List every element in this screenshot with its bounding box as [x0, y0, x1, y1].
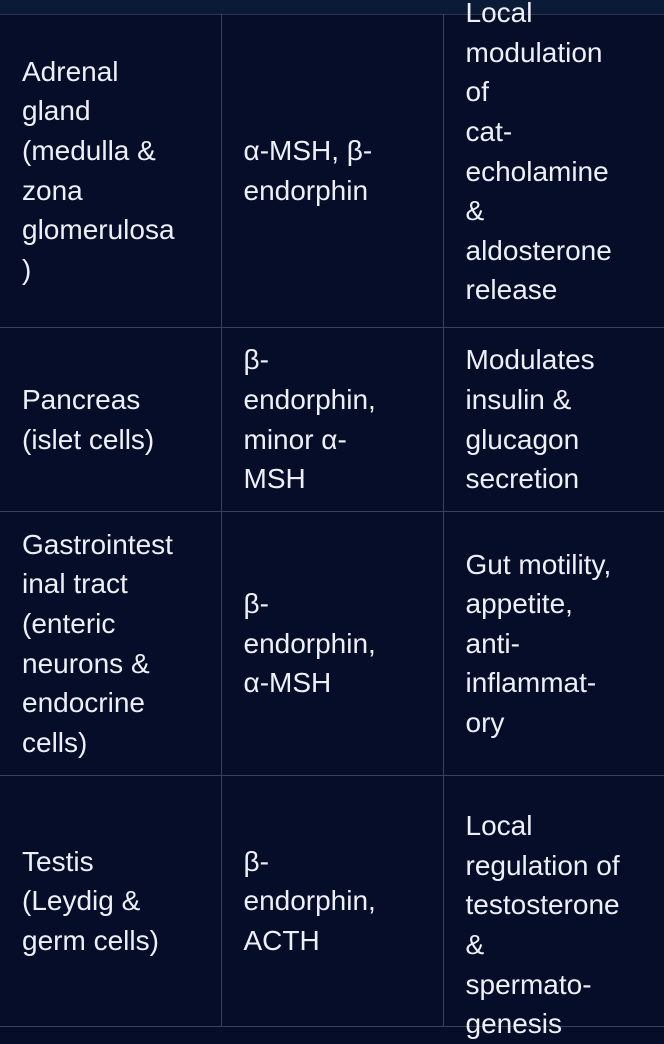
- peptides-cell: [221, 776, 443, 1027]
- peptides-cell: [221, 14, 443, 328]
- organ-cell: [0, 776, 221, 1027]
- organ-text: Adrenal gland (medulla & zona glomerulosa ): [22, 55, 175, 285]
- peptides-cell: [221, 328, 443, 512]
- peptides-text: β- endorphin, α-MSH: [243, 588, 376, 699]
- function-cell: [443, 512, 664, 776]
- peptides-cell: [221, 512, 443, 776]
- organ-cell: [0, 328, 221, 512]
- organ-text: Testis (Leydig & germ cells): [22, 845, 159, 956]
- function-text: Local regulation of testosterone & spermato- genesis: [465, 810, 620, 1040]
- function-text: Gut motility, appetite, anti- inflammat- ory: [465, 548, 612, 738]
- table-row: [0, 14, 664, 328]
- table-row: [0, 512, 664, 776]
- organ-text: Pancreas (islet cells): [22, 383, 155, 455]
- organ-text: Gastrointest inal tract (enteric neurons & endocrine cells): [22, 528, 173, 758]
- table-row: [0, 328, 664, 512]
- peptides-text: α-MSH, β- endorphin: [243, 134, 373, 206]
- organ-cell: [0, 14, 221, 328]
- peptides-text: β- endorphin, ACTH: [243, 845, 376, 956]
- table-row: [0, 776, 664, 1027]
- peptides-text: β- endorphin, minor α- MSH: [243, 344, 376, 495]
- function-cell: [443, 328, 664, 512]
- organ-cell: [0, 512, 221, 776]
- function-text: Modulates insulin & glucagon secretion: [465, 344, 595, 495]
- function-cell: [443, 776, 664, 1040]
- function-text: Local modulation of cat- echolamine & aldosterone release: [465, 0, 612, 306]
- function-cell: [443, 0, 664, 328]
